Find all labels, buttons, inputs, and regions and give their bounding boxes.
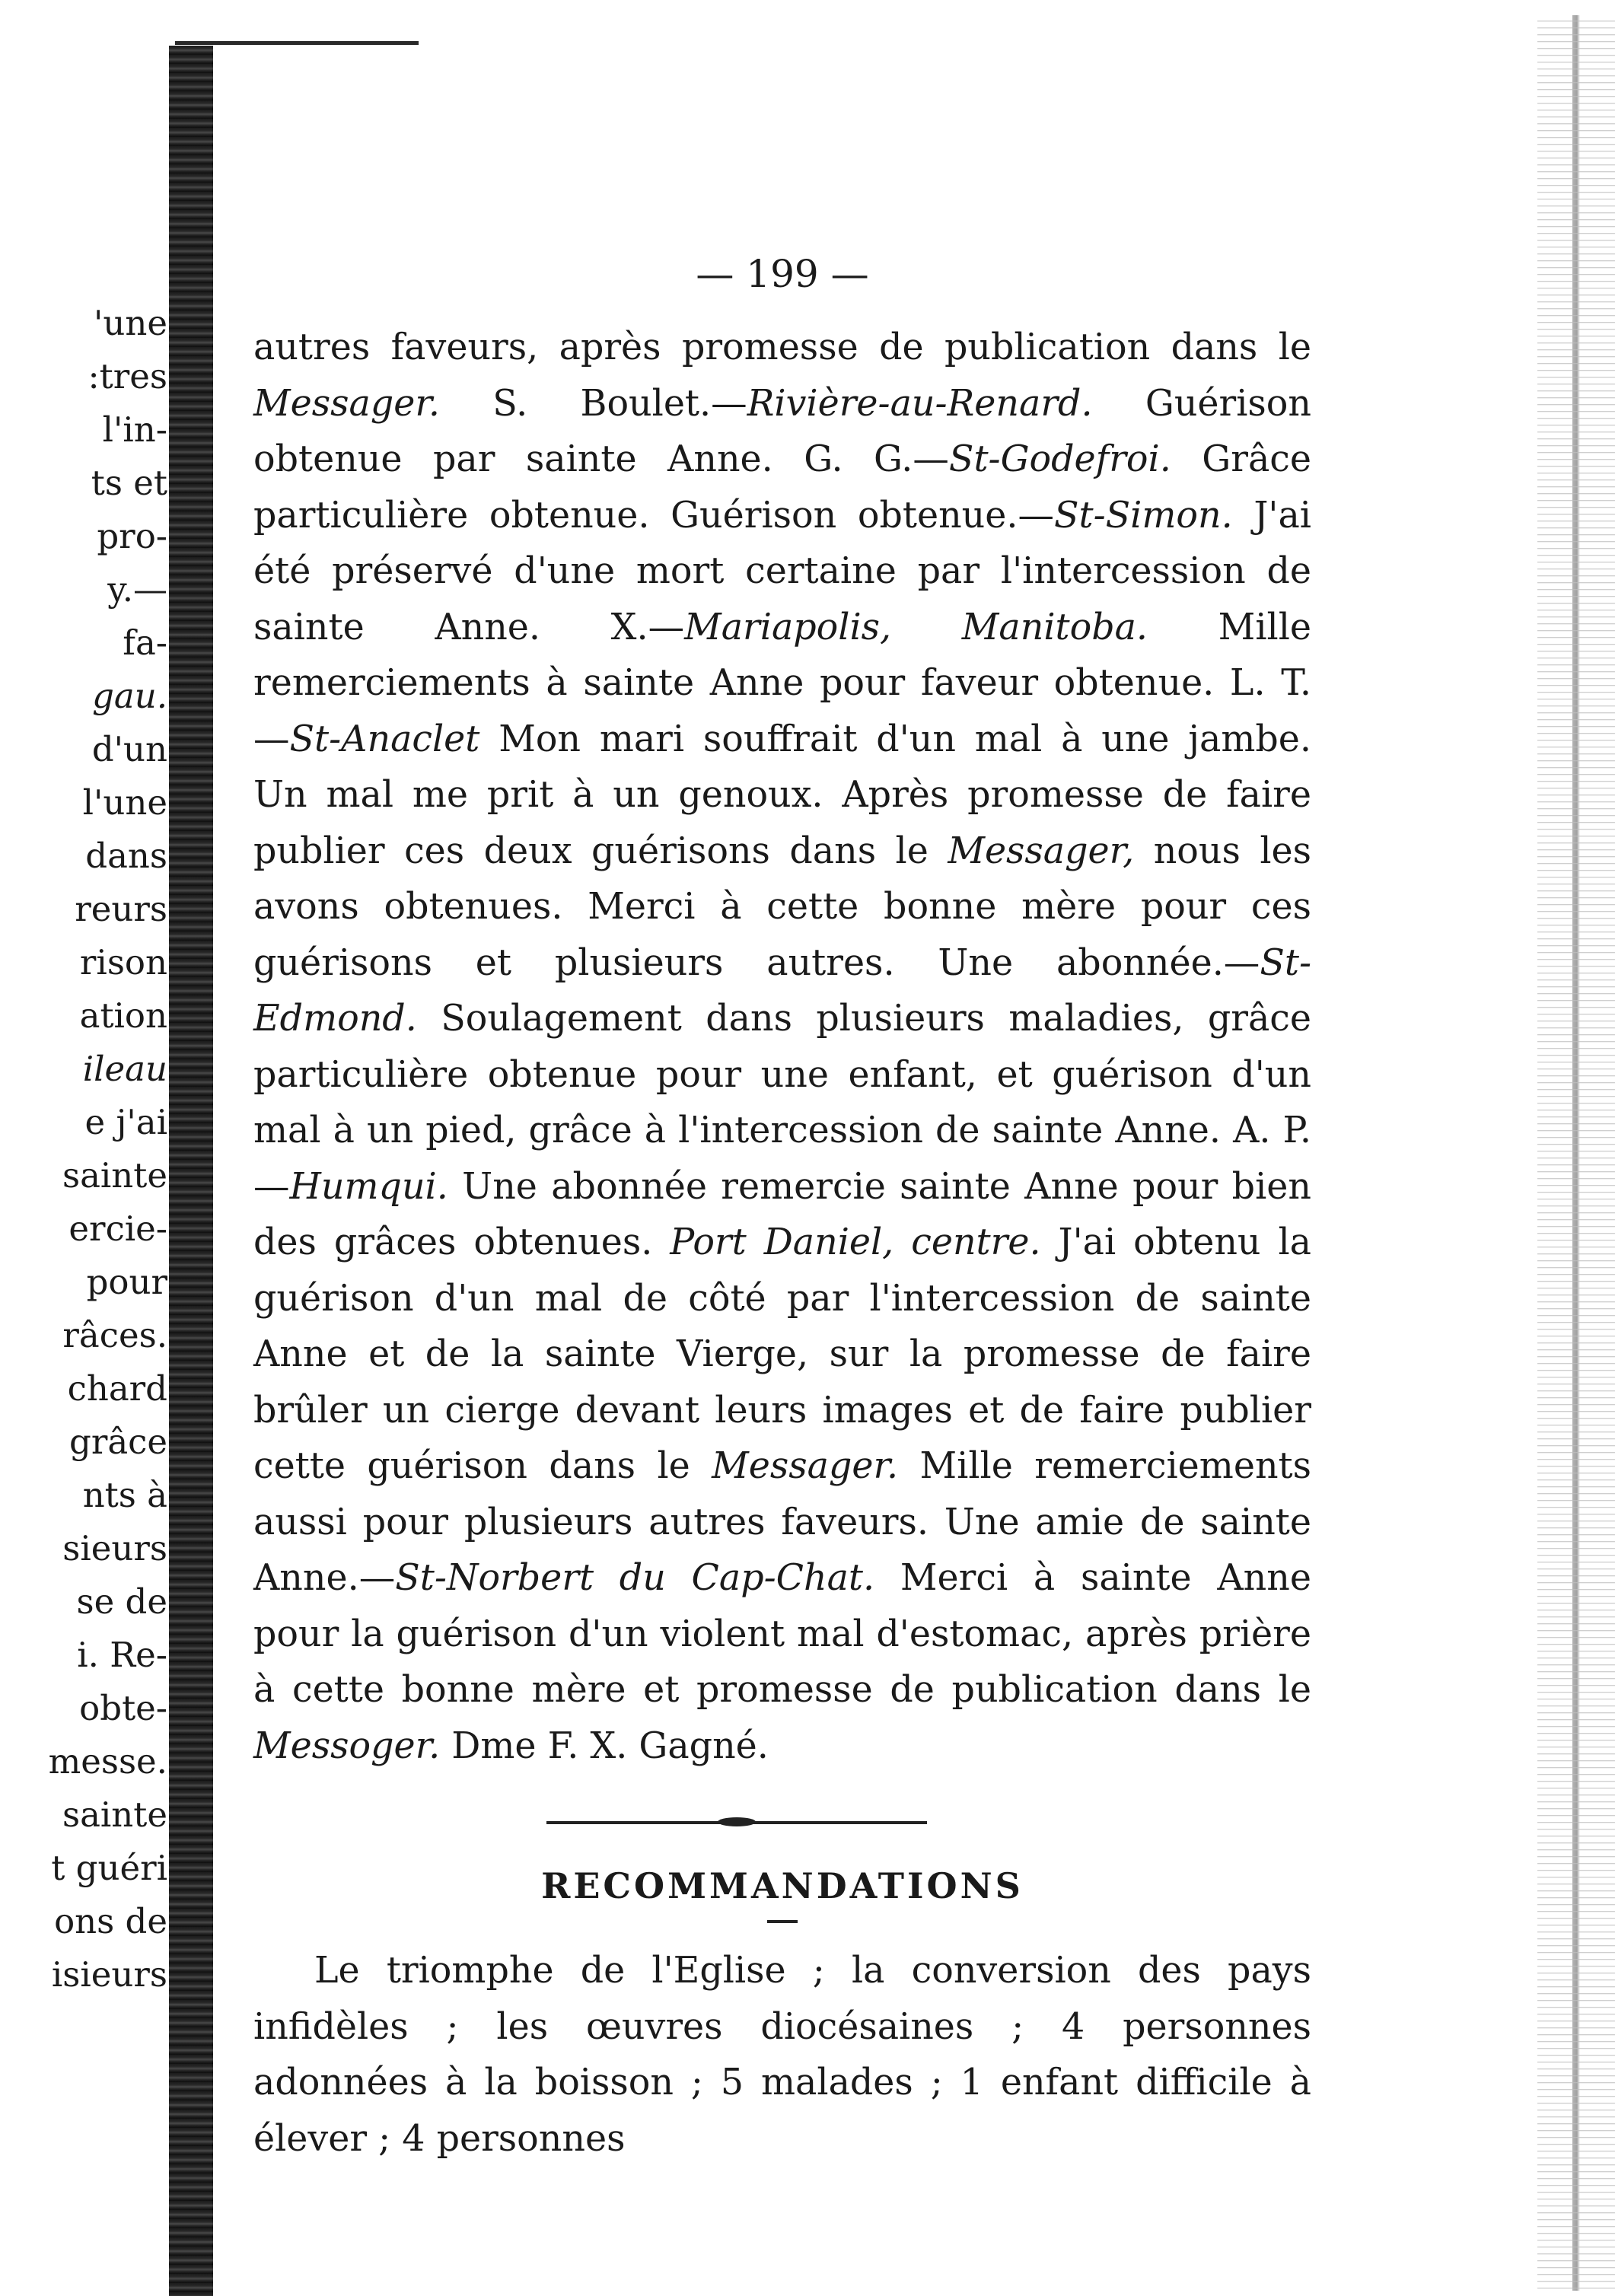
text-run: Mille remerciements aussi pour plusieurs autres faveurs. Une amie de sainte Anne.—: [253, 1445, 1312, 1599]
title-rule: [767, 1920, 798, 1923]
facing-page-fragment: ts et: [91, 463, 167, 503]
text-run: S. Boulet.—: [439, 382, 747, 425]
text-run: Une abonnée remercie sainte Anne pour bien des grâces obtenues.: [253, 1165, 1311, 1263]
italic-run: Rivière-au-Renard.: [747, 382, 1093, 425]
italic-run: St-Edmond.: [253, 941, 1311, 1040]
section-title: RECOMMANDATIONS: [541, 1865, 1024, 1906]
facing-page-fragment: sainte: [62, 1794, 167, 1835]
italic-run: St-Norbert du Cap-Chat.: [395, 1557, 875, 1599]
text-run: Merci à sainte Anne pour la guérison d'un violent mal d'estomac, après prière à cette bonne mère et promesse de publication dans le: [253, 1557, 1311, 1711]
facing-page-fragment: ation: [79, 995, 167, 1036]
facing-page-fragment: messe.: [48, 1741, 167, 1782]
recommandations-text: Le triomphe de l'Eglise ; la conversion des pays infidèles ; les œuvres diocésaines ; 4 personnes adonnées à la boisson ; 5 malades ; 1 enfant difficile à élever ; 4 personnes: [253, 1950, 1311, 2160]
italic-run: Messager,: [948, 830, 1135, 872]
facing-page-fragment: sieurs: [62, 1528, 167, 1568]
text-run: Grâce particulière obtenue. Guérison obtenue.—: [253, 438, 1311, 537]
text-run: Mon mari souffrait d'un mal à une jambe. Un mal me prit à un genoux. Après promesse de faire publier ces deux guérisons dans le: [253, 718, 1311, 872]
facing-page-fragment: 'une: [94, 303, 167, 343]
text-run: J'ai été préservé d'une mort certaine par l'intercession de sainte Anne. X.—: [253, 494, 1311, 648]
facing-page-fragment: dans: [85, 836, 167, 876]
facing-page-fragments: [0, 297, 175, 2001]
facing-page-fragment: isieurs: [51, 1954, 167, 1995]
page-number: — 199 —: [696, 252, 869, 296]
facing-page-fragment: d'un: [91, 729, 167, 769]
facing-page-fragment: ileau: [82, 1049, 167, 1089]
gutter-top-rule: [175, 41, 419, 45]
italic-run: St-Godefroi.: [948, 438, 1171, 480]
facing-page-fragment: obte-: [79, 1688, 167, 1728]
main-text-column: [253, 244, 1311, 2167]
facing-page-fragment: rison: [79, 942, 167, 982]
section-divider: [546, 1821, 927, 1824]
facing-page-fragment: ons de: [54, 1901, 167, 1941]
facing-page-fragment: râces.: [62, 1315, 167, 1355]
italic-run: Port Daniel, centre.: [670, 1221, 1041, 1263]
facing-page-fragment: nts à: [82, 1475, 167, 1515]
italic-run: Messoger.: [253, 1724, 441, 1767]
page-edge-shadow: [1537, 15, 1615, 2291]
text-run: nous les avons obtenues. Merci à cette bonne mère pour ces guérisons et plusieurs autres. Une abonnée.—: [253, 830, 1311, 984]
facing-page-fragment: reurs: [75, 889, 167, 929]
facing-page-fragment: i. Re-: [77, 1635, 167, 1675]
facing-page-fragment: fa-: [123, 623, 167, 663]
text-run: Mille remerciements à sainte Anne pour faveur obtenue. L. T.—: [253, 606, 1311, 760]
facing-page-fragment: se de: [76, 1581, 167, 1622]
facing-page-fragment: l'une: [82, 782, 167, 823]
thanksgivings-text: [253, 320, 1311, 1774]
facing-page-fragment: chard: [67, 1368, 167, 1409]
facing-page-fragment: pour: [86, 1262, 167, 1302]
italic-run: Humqui.: [289, 1165, 448, 1208]
italic-run: Mariapolis, Manitoba.: [684, 606, 1148, 648]
text-run: J'ai obtenu la guérison d'un mal de côté par l'intercession de sainte Anne et de la sainte Vierge, sur la promesse de faire brûler un cierge devant leurs images et de faire publier cette guérison dans le: [253, 1221, 1311, 1487]
facing-page-fragment: gau.: [92, 676, 167, 716]
facing-page-fragment: grâce: [69, 1422, 167, 1462]
italic-run: St-Simon.: [1053, 494, 1233, 537]
text-run: Soulagement dans plusieurs maladies, grâce particulière obtenue pour une enfant, et guérison d'un mal à un pied, grâce à l'intercession de sainte Anne. A. P.—: [253, 998, 1311, 1208]
facing-page-fragment: t guéri: [51, 1848, 167, 1888]
italic-run: Messager.: [712, 1445, 899, 1487]
facing-page-fragment: ercie-: [68, 1209, 167, 1249]
facing-page-fragment: l'in-: [102, 409, 167, 450]
text-run: Dme F. X. Gagné.: [440, 1724, 769, 1767]
binding-gutter: [169, 46, 213, 2296]
text-run: Guérison obtenue par sainte Anne. G. G.—: [253, 382, 1311, 480]
facing-page-fragment: y.—: [107, 569, 167, 610]
facing-page-fragment: e j'ai: [84, 1102, 167, 1142]
text-run: autres faveurs, après promesse de publication dans le: [253, 326, 1311, 368]
italic-run: Messager.: [253, 382, 440, 425]
italic-run: St-Anaclet: [289, 718, 480, 760]
facing-page-fragment: pro-: [97, 516, 167, 556]
facing-page-fragment: sainte: [62, 1155, 167, 1196]
facing-page-fragment: :tres: [88, 356, 167, 396]
